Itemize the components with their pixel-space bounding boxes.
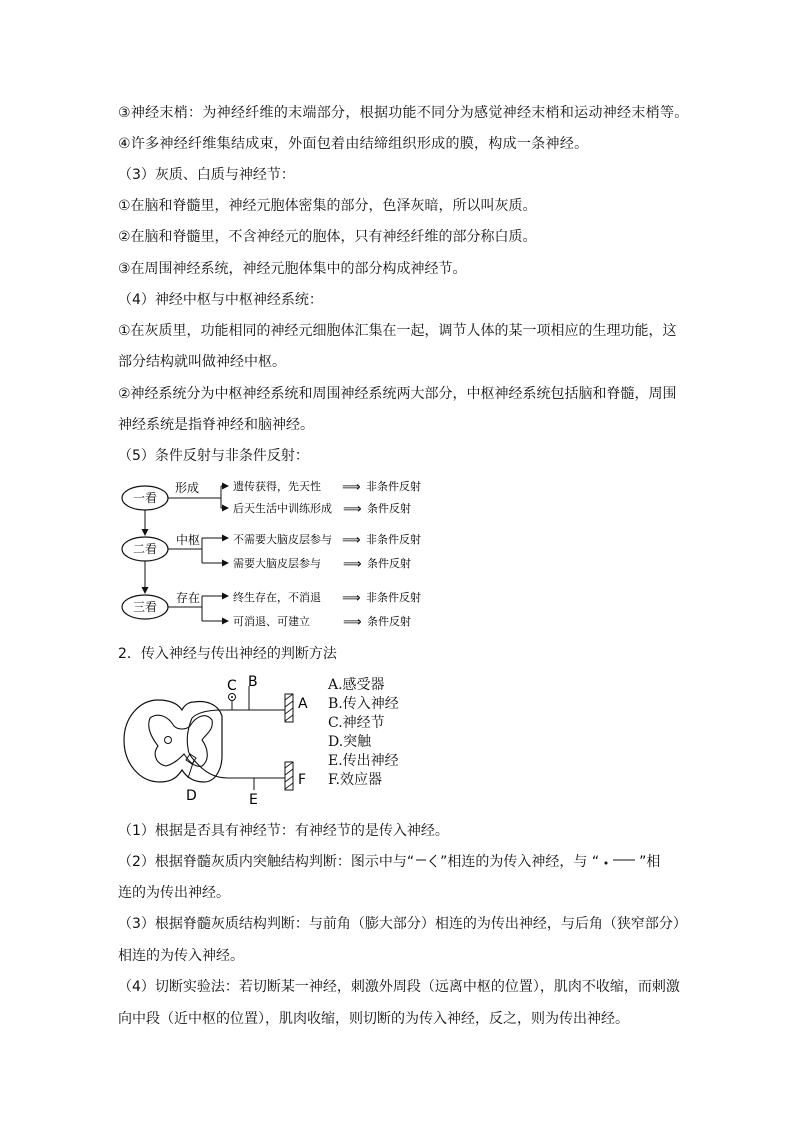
r1a-arrow: ⟹ [342,480,361,495]
text-method-horn-1: （3）根据脊髓灰质结构判断：与前角（膨大部分）相连的为传出神经，与后角（狭窄部分） [118,916,687,932]
r3a-arrow: ⟹ [342,591,361,606]
heading-afferent-efferent: 2．传入神经与传出神经的判断方法 [118,646,337,662]
label-F: F [298,772,307,788]
label-E: E [249,792,258,808]
r1b-text: 后天生活中训练形成 [233,502,332,515]
r3b-arrow: ⟹ [343,615,362,630]
receptor-A [285,694,293,722]
text-gray-matter: ①在脑和脊髓里，神经元胞体密集的部分，色泽灰暗，所以叫灰质。 [118,198,537,214]
r3b-result: 条件反射 [367,615,411,628]
legend-item: E.传出神经 [328,753,399,769]
r2b-text: 需要大脑皮层参与 [233,557,321,570]
text-method-ganglion: （1）根据是否具有神经节：有神经节的是传入神经。 [118,823,449,839]
look2-label: 二看 [132,542,158,556]
r3a-result: 非条件反射 [366,591,421,604]
legend-item: A.感受器 [328,677,385,693]
r2b-result: 条件反射 [367,557,411,570]
central-canal [165,737,172,744]
method-synapse-middle: ”相连的为传入神经，与 “ [440,854,600,870]
look1-label: 一看 [132,491,158,505]
r1a-result: 非条件反射 [366,480,421,493]
heading-reflex: （5）条件反射与非条件反射： [118,448,309,464]
cat1-label: 形成 [175,481,200,495]
text-nervous-system-2: 神经系统是指脊神经和脑神经。 [118,417,314,433]
spinal-diagram-legend [328,676,399,790]
legend-item: D.突触 [328,734,372,750]
text-nerve-bundle: ④许多神经纤维集结成束，外面包着由结缔组织形成的膜，构成一条神经。 [118,136,589,152]
legend-item: C.神经节 [328,715,385,731]
method-synapse-suffix: ”相 [639,854,661,870]
cat3-label: 存在 [176,591,201,605]
text-method-synapse-1 [118,852,660,872]
text-method-horn-2: 相连的为传入神经。 [118,948,244,964]
label-A: A [298,696,308,712]
legend-item: B.传入神经 [328,696,399,712]
text-nerve-center-2: 部分结构就叫做神经中枢。 [118,354,286,370]
r3a-text: 终生存在，不消退 [233,591,321,604]
text-white-matter: ②在脑和脊髓里，不含神经元的胞体，只有神经纤维的部分称白质。 [118,229,537,245]
r1b-arrow: ⟹ [343,502,362,517]
r2a-text: 不需要大脑皮层参与 [233,533,332,546]
text-nerve-center-1: ①在灰质里，功能相同的神经元细胞体汇集在一起，调节人体的某一项相应的生理功能，这 [118,323,677,339]
r1b-result: 条件反射 [367,502,411,515]
reflex-diagram [118,474,448,634]
label-B: B [248,674,258,690]
text-method-cut-2: 向中段（近中枢的位置），肌肉收缩，则切断的为传入神经，反之，则为传出神经。 [118,1011,629,1027]
effector-F [285,762,293,790]
text-ganglion: ③在周围神经系统，神经元胞体集中的部分构成神经节。 [118,261,467,277]
method-synapse-prefix: （2）根据脊髓灰质内突触结构判断：图示中与“ [118,854,415,870]
heading-gray-white-matter: （3）灰质、白质与神经节： [118,167,295,183]
r2a-arrow: ⟹ [342,533,361,548]
text-nervous-system-1: ②神经系统分为中枢神经系统和周围神经系统两大部分，中枢神经系统包括脑和脊髓，周围 [118,386,677,402]
afferent-synapse-symbol [414,854,440,870]
text-method-synapse-2: 连的为传出神经。 [118,885,230,901]
label-D: D [186,788,197,804]
r1a-text: 遗传获得，先天性 [233,480,321,493]
text-nerve-endings: ③神经末梢：为神经纤维的末端部分，根据功能不同分为感觉神经末梢和运动神经末梢等。 [118,105,689,121]
text-method-cut-1: （4）切断实验法：若切断某一神经，刺激外周段（远离中枢的位置），肌肉不收缩，而刺激 [118,979,680,995]
label-C: C [227,678,237,694]
cat2-label: 中枢 [176,533,201,547]
gray-matter-shape [149,715,213,766]
efferent-synapse-symbol [599,854,639,870]
legend-item: F.效应器 [328,772,382,788]
r3b-text: 可消退、可建立 [233,615,310,628]
spinal-cord-outline [124,700,222,782]
spinal-cord-diagram [118,672,328,812]
look3-label: 三看 [132,600,158,614]
r2b-arrow: ⟹ [343,557,362,572]
heading-nerve-center: （4）神经中枢与中枢神经系统： [118,292,323,308]
r2a-result: 非条件反射 [366,533,421,546]
